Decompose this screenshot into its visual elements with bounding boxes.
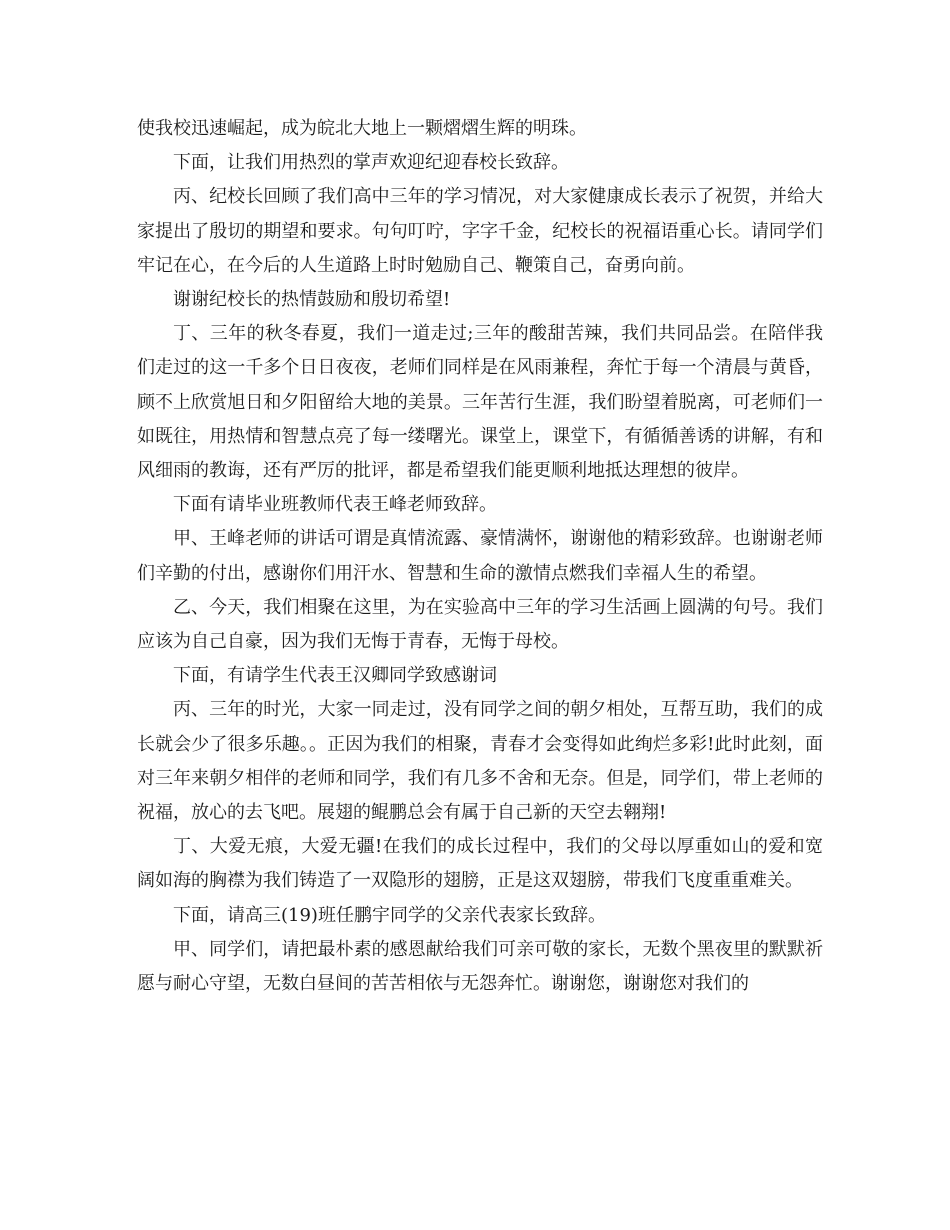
paragraph: 甲、王峰老师的讲话可谓是真情流露、豪情满怀，谢谢他的精彩致辞。也谢谢老师们辛勤的付出，感谢你们用汗水、智慧和生命的激情点燃我们幸福人生的希望。	[137, 528, 823, 584]
paragraph: 下面，有请学生代表王汉卿同学致感谢词	[173, 665, 497, 687]
paragraph: 丙、纪校长回顾了我们高中三年的学习情况，对大家健康成长表示了祝贺，并给大家提出了殷切的期望和要求。句句叮咛，字字千金，纪校长的祝福语重心长。请同学们牢记在心，在今后的人生道路上时时勉励自己、鞭策自己，奋勇向前。	[137, 186, 823, 276]
paragraph: 甲、同学们，请把最朴素的感恩献给我们可亲可敬的家长，无数个黑夜里的默默祈愿与耐心守望，无数白昼间的苦苦相依与无怨奔忙。谢谢您，谢谢您对我们的	[137, 938, 823, 995]
document-body	[137, 112, 823, 1001]
paragraph: 下面，让我们用热烈的掌声欢迎纪迎春校长致辞。	[173, 152, 569, 174]
paragraph: 乙、今天，我们相聚在这里，为在实验高中三年的学习生活画上圆满的句号。我们应该为自己自豪，因为我们无悔于青春，无悔于母校。	[137, 596, 823, 653]
paragraph: 谢谢纪校长的热情鼓励和殷切希望!	[173, 289, 451, 311]
paragraph: 丁、三年的秋冬春夏，我们一道走过;三年的酸甜苦辣，我们共同品尝。在陪伴我们走过的这一千多个日日夜夜，老师们同样是在风雨兼程，奔忙于每一个清晨与黄昏，顾不上欣赏旭日和夕阳留给大地的美景。三年苦行生涯，我们盼望着脱离，可老师们一如既往，用热情和智慧点亮了每一缕曙光。课堂上，课堂下，有循循善诱的讲解，有和风细雨的教诲，还有严厉的批评，都是希望我们能更顺利地抵达理想的彼岸。	[137, 323, 823, 482]
paragraph: 丙、三年的时光，大家一同走过，没有同学之间的朝夕相处，互帮互助，我们的成长就会少了很多乐趣。。正因为我们的相聚，青春才会变得如此绚烂多彩!此时此刻，面对三年来朝夕相伴的老师和同学，我们有几多不舍和无奈。但是，同学们，带上老师的祝福，放心的去飞吧。展翅的鲲鹏总会有属于自己新的天空去翱翔!	[137, 699, 823, 824]
paragraph: 下面有请毕业班教师代表王峰老师致辞。	[173, 494, 497, 516]
paragraph-continuation: 使我校迅速崛起，成为皖北大地上一颗熠熠生辉的明珠。	[137, 118, 587, 139]
paragraph: 下面，请高三(19)班任鹏宇同学的父亲代表家长致辞。	[173, 904, 606, 926]
paragraph: 丁、大爱无痕，大爱无疆!在我们的成长过程中，我们的父母以厚重如山的爱和宽阔如海的胸襟为我们铸造了一双隐形的翅膀，正是这双翅膀，带我们飞度重重难关。	[137, 836, 823, 892]
